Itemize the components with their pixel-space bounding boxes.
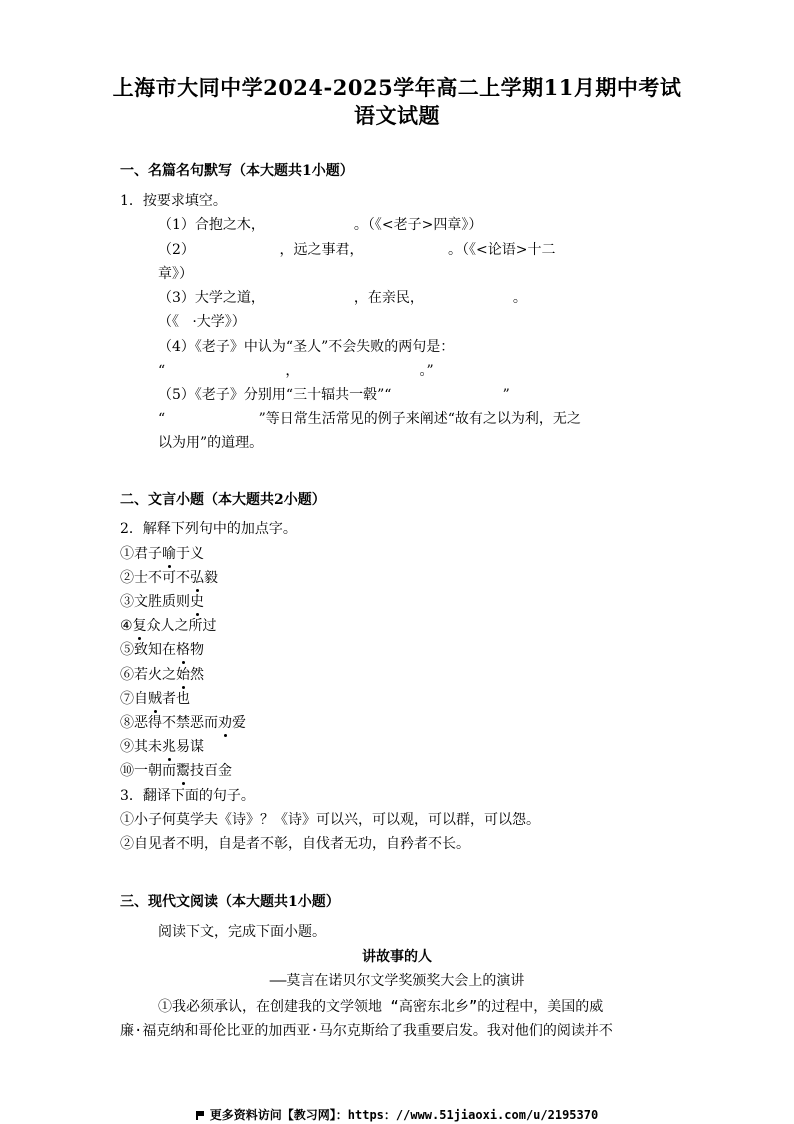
- q1-line-9: “ ”等日常生活常见的例子来阐述“故有之以为利，无之: [158, 411, 581, 427]
- q1-line-8: （5）《老子》分别用“三十辐共一毂”“ ”: [158, 387, 510, 403]
- list-item: ⑩一朝而鬻技百金: [120, 763, 232, 779]
- list-item: ②士不可不弘毅: [120, 570, 218, 586]
- dotted-char: 史: [190, 594, 204, 610]
- dotted-char: 复: [132, 618, 147, 634]
- dotted-char: 弘: [190, 570, 204, 586]
- reading-intro: 阅读下文，完成下面小题。: [158, 924, 326, 940]
- flag-icon: [196, 1111, 206, 1120]
- document-title-line2: 语文试题: [354, 103, 440, 128]
- dotted-char: 始: [176, 667, 190, 683]
- dotted-char: 劝: [218, 715, 232, 731]
- section3-heading: 三、现代文阅读（本大题共1小题）: [120, 894, 340, 910]
- list-item: ③文胜质则史: [120, 594, 204, 610]
- footer-link[interactable]: [0, 1106, 794, 1123]
- question1-stem: 1．按要求填空。: [120, 193, 227, 209]
- dotted-char: 喻: [162, 546, 176, 562]
- list-item: ⑧恶得不禁恶而劝爱: [120, 715, 246, 731]
- document-title-line1: 上海市大同中学2024-2025学年高二上学期11月期中考试: [112, 75, 682, 100]
- section1-heading: 一、名篇名句默写（本大题共1小题）: [120, 163, 354, 179]
- list-item: ⑨其未兆易谋: [120, 739, 204, 755]
- dotted-char: 鬻: [176, 763, 190, 779]
- article-para-1-line-2: 廉·福克纳和哥伦比亚的加西亚·马尔克斯给了我重要启发。我对他们的阅读并不: [120, 1023, 613, 1039]
- translate-sentence-2: ②自见者不明，自是者不彰，自伐者无功，自矜者不长。: [120, 836, 470, 852]
- question3-stem: 3．翻译下面的句子。: [120, 788, 255, 804]
- article-para-1-line-1: ①我必须承认，在创建我的文学领地 “高密东北乡”的过程中，美国的威: [158, 999, 604, 1015]
- q1-line-2: （2） ，远之事君， 。（《<论语>十二: [158, 242, 556, 258]
- list-item: ⑤致知在格物: [120, 642, 204, 658]
- q1-line-7: “ ， 。”: [158, 363, 434, 379]
- list-item: ⑥若火之始然: [120, 667, 204, 683]
- q1-line-5: （《 ·大学》）: [158, 314, 246, 330]
- article-title: 讲故事的人: [362, 949, 432, 965]
- list-item: ⑦自贼者也: [120, 691, 190, 707]
- q1-line-6: （4）《老子》中认为“圣人”不会失败的两句是：: [158, 339, 455, 355]
- list-item: ①君子喻于义: [120, 546, 204, 562]
- section2-heading: 二、文言小题（本大题共2小题）: [120, 492, 326, 508]
- question2-stem: 2．解释下列句中的加点字。: [120, 521, 297, 537]
- dotted-char: 兆: [162, 739, 176, 755]
- list-item: ④复众人之所过: [120, 618, 217, 634]
- article-subtitle: ——莫言在诺贝尔文学奖颁奖大会上的演讲: [269, 973, 525, 989]
- translate-sentence-1: ①小子何莫学夫《诗》？《诗》可以兴，可以观，可以群，可以怨。: [120, 812, 540, 828]
- dotted-char: 贼: [148, 691, 162, 707]
- dotted-char: 格: [176, 642, 190, 658]
- footer-text: 更多资料访问【教习网】：https：//www.51jiaoxi.com/u/2195370: [209, 1108, 599, 1122]
- q1-line-4: （3）大学之道， ，在亲民， 。: [158, 290, 527, 306]
- q1-line-10: 以为用”的道理。: [158, 435, 264, 451]
- q1-line-3: 章》）: [158, 266, 193, 282]
- q1-line-1: （1）合抱之木， 。（《<老子>四章》）: [158, 217, 483, 233]
